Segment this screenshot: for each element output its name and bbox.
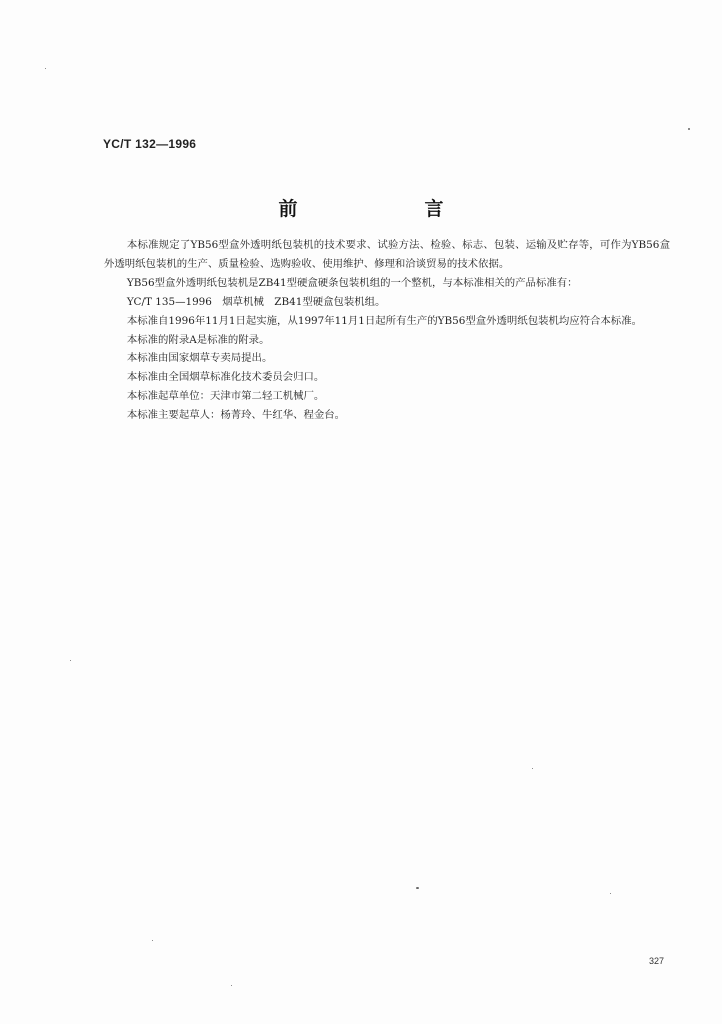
scan-speck (152, 940, 153, 941)
paragraph-related-standard-item: YC/T 135—1996 烟草机械 ZB41型硬盒包装机组。 (126, 295, 386, 308)
paragraph-scope: 本标准规定了YB56型盒外透明纸包装机的技术要求、试验方法、检验、标志、包装、运输及贮存等，可作为YB56盒外透明纸包装机的生产、质量检验、选购验收、使用维护、修理和洽谈贸易的技术依据。 (104, 239, 670, 270)
body-text (104, 236, 670, 425)
paragraph-related-standards: YB56型盒外透明纸包装机是ZB41型硬盒硬条包装机组的一个整机，与本标准相关的产品标准有： (126, 276, 578, 289)
scan-speck (688, 128, 690, 130)
paragraph-effective-date: 本标准自1996年11月1日起实施，从1997年11月1日起所有生产的YB56型盒外透明纸包装机均应符合本标准。 (126, 314, 642, 327)
scan-speck (45, 68, 46, 69)
scan-speck (532, 768, 533, 769)
paragraph-drafters: 本标准主要起草人：杨菁玲、牛红华、程金台。 (126, 409, 346, 422)
page-title: 前 言 (278, 198, 498, 220)
paragraph-drafting-unit: 本标准起草单位：天津市第二轻工机械厂。 (126, 390, 325, 403)
scan-speck (416, 887, 419, 889)
paragraph-appendix: 本标准的附录A是标准的附录。 (126, 333, 270, 346)
scan-speck (231, 985, 232, 986)
paragraph-under-jurisdiction: 本标准由全国烟草标准化技术委员会归口。 (126, 371, 325, 384)
standard-code: YC/T 132—1996 (103, 137, 197, 151)
scan-speck (610, 893, 611, 894)
paragraph-proposed-by: 本标准由国家烟草专卖局提出。 (126, 352, 273, 365)
scan-speck (70, 660, 71, 661)
page-number: 327 (648, 956, 664, 966)
